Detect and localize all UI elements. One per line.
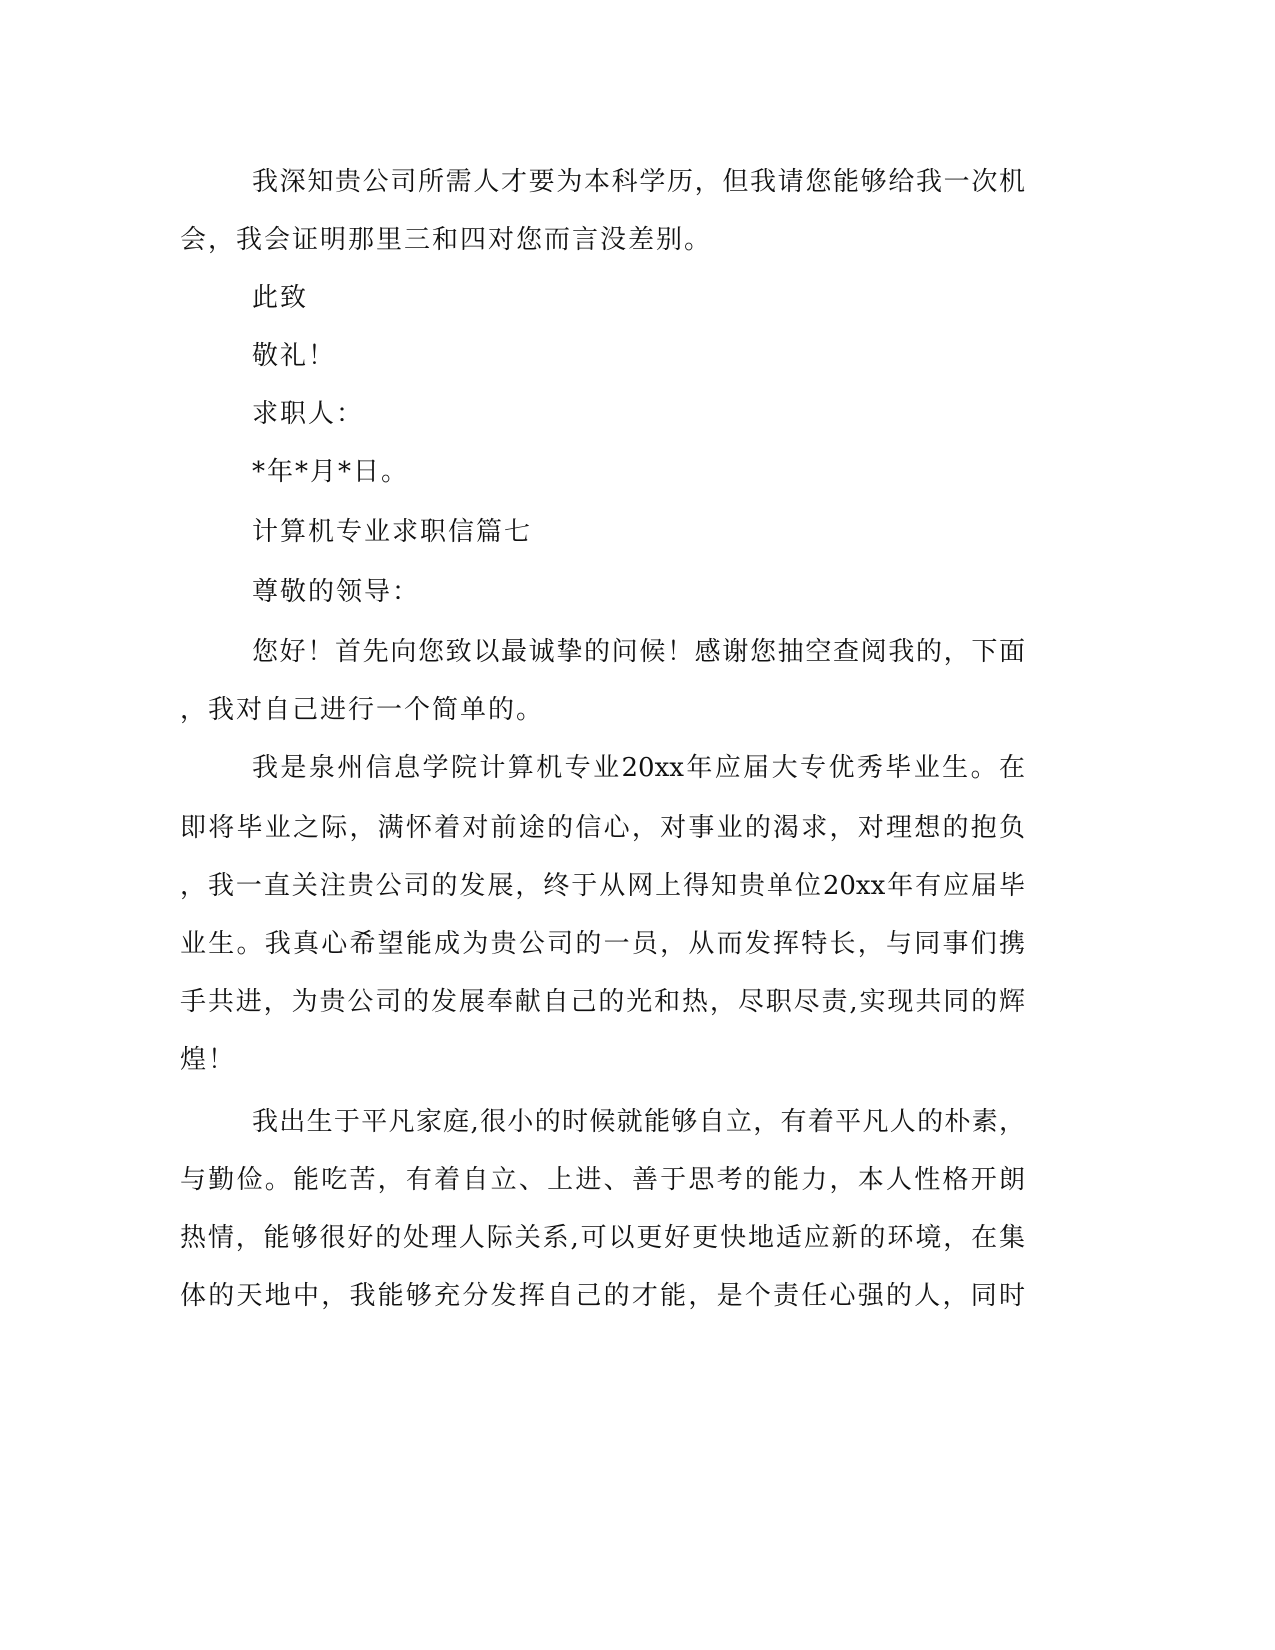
text-line: 会，我会证明那里三和四对您而言没差别。 (180, 225, 713, 255)
text-line: 手共进，为贵公司的发展奉献自己的光和热，尽职尽责,实现共同的辉 (180, 987, 1025, 1017)
text-line: 热情，能够很好的处理人际关系,可以更好更快地适应新的环境，在集 (180, 1223, 1025, 1253)
text-line: 我是泉州信息学院计算机专业20xx年应届大专优秀毕业生。在 (252, 753, 1025, 783)
text-line: ，我对自己进行一个简单的。 (180, 695, 545, 725)
text-line: 与勤俭。能吃苦，有着自立、上进、善于思考的能力，本人性格开朗 (180, 1165, 1025, 1195)
greeting: 尊敬的领导： (252, 577, 421, 607)
text-line: ，我一直关注贵公司的发展，终于从网上得知贵单位20xx年有应届毕 (180, 871, 1025, 901)
closing-regards: 敬礼！ (252, 341, 337, 371)
text-line: 您好！首先向您致以最诚挚的问候！感谢您抽空查阅我的，下面 (252, 637, 1025, 667)
text-line: 体的天地中，我能够充分发挥自己的才能，是个责任心强的人，同时 (180, 1281, 1025, 1311)
text-line: 煌！ (180, 1045, 237, 1075)
date-line: *年*月*日。 (252, 457, 410, 487)
text-line: 我出生于平凡家庭,很小的时候就能够自立，有着平凡人的朴素， (252, 1107, 1025, 1137)
closing-salutation: 此致 (252, 283, 309, 313)
text-line: 即将毕业之际，满怀着对前途的信心，对事业的渴求，对理想的抱负 (180, 813, 1025, 843)
section-title: 计算机专业求职信篇七 (252, 517, 533, 547)
text-line: 我深知贵公司所需人才要为本科学历，但我请您能够给我一次机 (252, 167, 1025, 197)
applicant-label: 求职人： (252, 399, 365, 429)
text-line: 业生。我真心希望能成为贵公司的一员，从而发挥特长，与同事们携 (180, 929, 1025, 959)
